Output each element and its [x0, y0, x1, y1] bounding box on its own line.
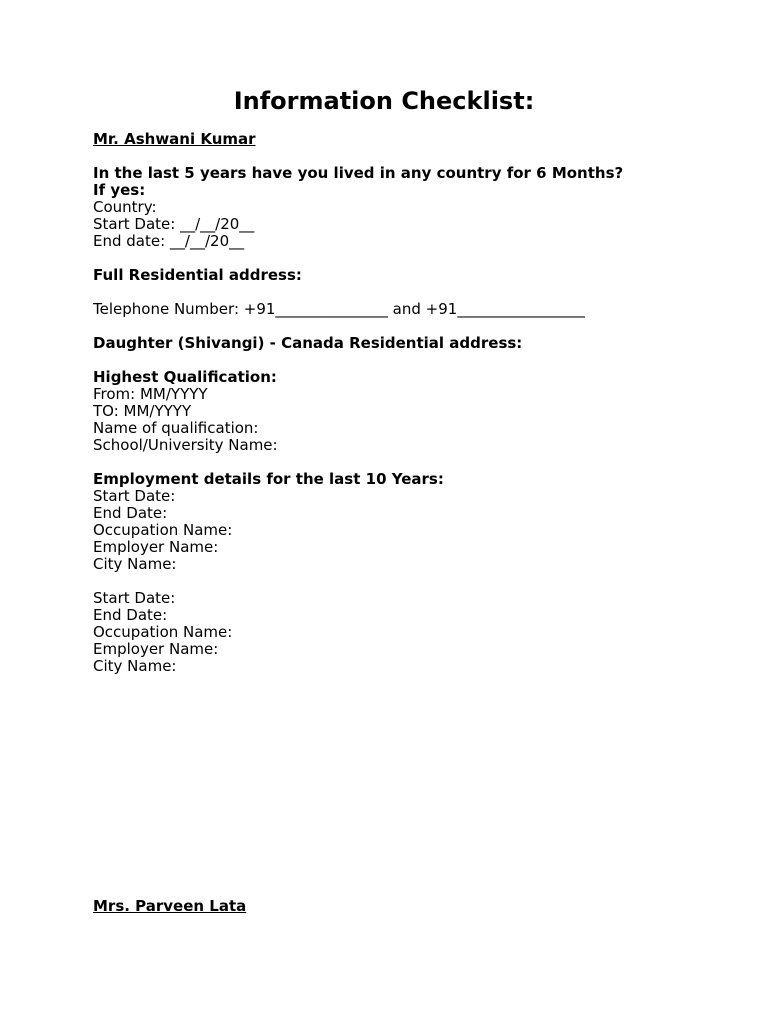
- employment-occupation: Occupation Name:: [93, 521, 233, 539]
- spacer: [93, 148, 713, 165]
- residence-end-date: End date: __/__/20__: [93, 232, 245, 250]
- residence-start-date: Start Date: __/__/20__: [93, 215, 255, 233]
- qualification-heading: Highest Qualification:: [93, 368, 277, 386]
- spacer: [93, 352, 713, 369]
- spacer: [93, 573, 713, 590]
- country-field: Country:: [93, 198, 157, 216]
- employment-city: City Name:: [93, 657, 177, 675]
- qualification-school: School/University Name:: [93, 436, 278, 454]
- if-yes-label: If yes:: [93, 181, 146, 199]
- employment-end-date: End Date:: [93, 606, 168, 624]
- qualification-to: TO: MM/YYYY: [93, 402, 192, 420]
- employment-employer: Employer Name:: [93, 640, 219, 658]
- employment-occupation: Occupation Name:: [93, 623, 233, 641]
- spacer: [93, 284, 713, 301]
- qualification-from: From: MM/YYYY: [93, 385, 208, 403]
- employment-start-date: Start Date:: [93, 487, 176, 505]
- full-address-heading: Full Residential address:: [93, 266, 302, 284]
- daughter-address-heading: Daughter (Shivangi) - Canada Residential address:: [93, 334, 523, 352]
- employment-end-date: End Date:: [93, 504, 168, 522]
- spacer: [93, 318, 713, 335]
- residence-question: In the last 5 years have you lived in any country for 6 Months?: [93, 164, 624, 182]
- qualification-name: Name of qualification:: [93, 419, 259, 437]
- spacer: [93, 454, 713, 471]
- spacer: [93, 250, 713, 267]
- employment-entry: [93, 488, 713, 573]
- employment-heading: Employment details for the last 10 Years:: [93, 470, 444, 488]
- employment-city: City Name:: [93, 555, 177, 573]
- person1-section: [93, 131, 713, 675]
- telephone-field: Telephone Number: +91_______________ and +91_________________: [93, 300, 585, 318]
- person2-name: Mrs. Parveen Lata: [93, 897, 247, 915]
- employment-entry: [93, 590, 713, 675]
- employment-start-date: Start Date:: [93, 589, 176, 607]
- employment-employer: Employer Name:: [93, 538, 219, 556]
- page-title: Information Checklist:: [233, 87, 535, 115]
- person1-name: Mr. Ashwani Kumar: [93, 130, 256, 148]
